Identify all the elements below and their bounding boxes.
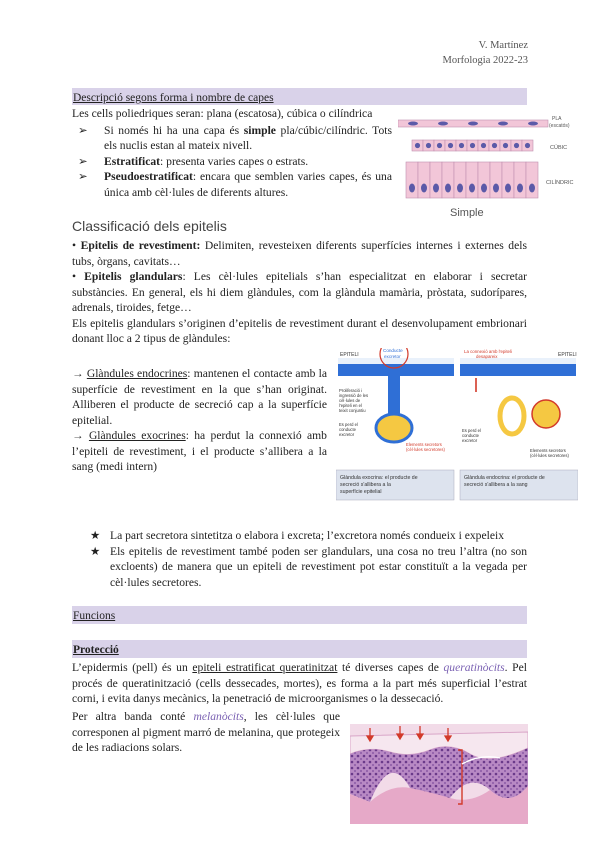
proteccio-p2 — [72, 709, 340, 756]
label-cubic: CÚBIC — [550, 145, 568, 151]
endocrine-term: Glàndules endocrines — [86, 367, 188, 380]
exocrine-desc: : ha perdut la connexió amb l’epiteli de revestiment, i el producte s’allibera a la sang (medi intern) — [72, 429, 327, 473]
desc-b2-text: : presenta varies capes o estrats. — [160, 154, 309, 168]
classif-p1-text: Delimiten, revesteixen diferents superfícies internes i externes dels tubs, òrgans, cavitats… — [72, 239, 527, 268]
columnar-cell-row — [406, 162, 538, 198]
exo-caption: Glàndula exocrina: el producte de secreció s'allibera a la superfície epitelial — [340, 475, 418, 495]
label-proliferation: Proliferació i ingressió de les cèl·lules de l'epiteli en el teixit conjuntiu — [339, 388, 369, 413]
proteccio-p1 — [72, 660, 527, 707]
section-title-proteccio: Protecció — [73, 644, 119, 656]
desc-b3-bold: Pseudoestratificat — [104, 170, 193, 183]
prot-p1-underlined: epiteli estratificat queratinitzat — [192, 661, 338, 674]
section-band-funcions — [72, 606, 527, 624]
prot-p1-b: té diverses capes de — [337, 661, 444, 674]
bullet-marker: ➢ — [78, 123, 88, 137]
arrow-icon: → — [72, 429, 89, 442]
prot-p2-italic: melanòcits — [193, 710, 244, 723]
prot-p2-b: , les cèl·lules que corresponen al pigment marró de melanina, que protegeix de les radiacions solars. — [72, 710, 341, 754]
section-band-descripcio — [72, 88, 527, 105]
bullet-dot: • — [72, 239, 81, 252]
endocrine-follicle — [532, 400, 560, 428]
classif-p2 — [72, 269, 527, 316]
desc-bullet-pseudo — [72, 169, 392, 200]
classif-p2-bold: Epitelis glandulars — [84, 270, 183, 283]
figure-skin-histology — [350, 724, 528, 824]
epithelium-left — [338, 364, 454, 376]
exocrine-acinus — [376, 414, 412, 442]
label-epiteli-right: EPITELI — [558, 352, 577, 358]
prot-p1-c: . Pel procés de queratinització (cells dessecades, mortes), es forma a la part més superficial l’estrat corni, i evita danys mecànics, la penetració de microorganismes o la dessecació. — [72, 661, 527, 705]
label-lost-duct-right: Es perd el conducte excretor — [462, 428, 481, 443]
endo-caption: Glàndula endocrina: el producte de secreció s'allibera a la sang — [464, 475, 545, 488]
desc-bullet-estratificat — [72, 154, 392, 170]
cubic-cell-row — [412, 140, 533, 151]
star-icon: ★ — [90, 529, 101, 542]
prot-p1-italic: queratinòcits — [443, 661, 505, 674]
bullet-marker: ➢ — [78, 154, 88, 168]
label-conduct: Conducte excretor — [383, 348, 403, 359]
exocrine-term: Glàndules exocrines — [88, 429, 186, 442]
figure-caption-simple: Simple — [450, 207, 484, 218]
note-2-text: Els epitelis de revestiment també poden ser glandulars, una cosa no treu l’altra (no son excloents) de manera que un epiteli de revestiment pot estar constituït a la vegada per cèl·lules secretores. — [110, 544, 527, 589]
star-icon: ★ — [90, 544, 101, 558]
gland-types-block — [72, 366, 327, 475]
section-title-classificacio: Classificació dels epitelis — [72, 218, 227, 234]
course-name: Morfologia 2022-23 — [442, 55, 528, 66]
exocrine-duct — [388, 376, 400, 418]
exocrine-item — [72, 428, 327, 475]
endocrine-desc: : mantenen el contacte amb la superfície de revestiment en la que s’han originat. Alliberen el producte de secreció cap a la superfície epitelial. — [72, 367, 327, 427]
classif-p3: Els epitelis glandulars s’originen d’epitelis de revestiment durant el desenvolupament embrionari donant lloc a 2 tipus de glàndules: — [72, 316, 527, 345]
author-name: V. Martínez — [478, 40, 528, 51]
label-secretory-left: Elements secretors (cèl·lules secretores) — [406, 442, 445, 452]
classif-p1-bold: Epitelis de revestiment: — [80, 239, 201, 252]
desc-b1-text-c: pla/cúbic/cilíndric. Tots els nuclis estan al mateix nivell. — [104, 123, 392, 152]
desc-bullet-simple — [72, 123, 392, 154]
note-2 — [90, 544, 527, 591]
label-secretory-right: Elements secretors (cèl·lules secretores) — [530, 448, 569, 458]
desc-b1-text-a: Si només hi ha una capa és — [104, 123, 244, 137]
bullet-marker: ➢ — [78, 170, 88, 183]
desc-b2-bold: Estratificat — [104, 154, 161, 168]
page-header — [443, 38, 528, 68]
label-epiteli-left: EPITELI — [340, 352, 359, 358]
desc-b1-bold: simple — [243, 123, 276, 137]
classif-p1 — [72, 238, 527, 269]
label-lost-duct: Es perd el conducte excretor — [339, 422, 358, 437]
label-connection: La connexió amb l'epiteli desapareix — [464, 349, 512, 359]
note-1 — [90, 528, 527, 544]
prot-p1-a: L’epidermis (pell) és un — [72, 661, 193, 674]
desc-block — [72, 106, 392, 200]
label-pla: PLA — [552, 116, 562, 122]
desc-b3-text: : encara que semblen varies capes, és una única amb cèl·lules de diferents altures. — [104, 170, 392, 199]
note-1-text: La part secretora sintetitza o elabora i excreta; l’excretora només condueix i expeleix — [110, 529, 504, 542]
bullet-dot: • — [72, 270, 85, 283]
endocrine-item — [72, 366, 327, 428]
desc-intro: Les cells poliedriques seran: plana (escatosa), cúbica o cilíndrica — [72, 107, 373, 120]
section-title-funcions: Funcions — [73, 610, 116, 622]
label-cilindric: CILÍNDRIC — [546, 180, 574, 186]
epithelium-right — [460, 364, 576, 376]
classif-p2-text: : Les cèl·lules epitelials s’han especialitzat en elaborar i secretar substàncies. En general, els hi diem glàndules, com la glàndula mamària, pròstata, sudorípares, adrenals, tiroides, fetge… — [72, 270, 527, 314]
figure-simple-epithelia — [398, 112, 578, 218]
prot-p2-a: Per altra banda conté — [72, 710, 194, 723]
figure-gland-development — [336, 348, 578, 504]
classif-block — [72, 238, 527, 347]
notes-block — [90, 528, 527, 590]
arrow-icon: → — [72, 367, 87, 380]
label-pla-sub: (escatós) — [549, 123, 570, 129]
section-band-proteccio — [72, 640, 527, 658]
section-title-descripcio: Descripció segons forma i nombre de capes — [73, 92, 274, 104]
